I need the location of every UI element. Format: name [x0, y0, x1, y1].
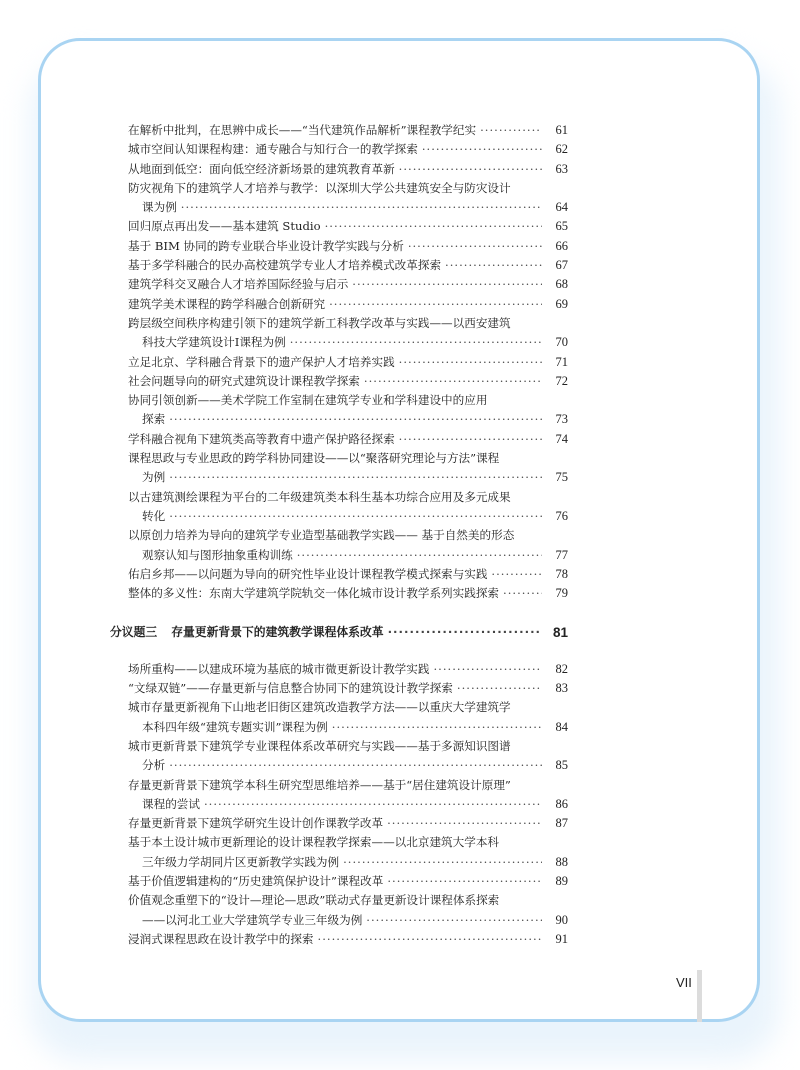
- toc-entry[interactable]: [128, 814, 568, 833]
- dot-leader: [169, 468, 542, 487]
- entry-title-text: 以原创力培养为导向的建筑学专业造型基础教学实践—— 基于自然美的形态: [128, 528, 515, 543]
- dot-leader: [332, 718, 542, 737]
- dot-leader: [169, 410, 542, 429]
- entry-title-line: [128, 584, 568, 603]
- entry-page-number: 91: [555, 931, 568, 946]
- toc-entry[interactable]: [128, 565, 568, 584]
- entry-continuation-line: [128, 333, 568, 352]
- entry-title-text: 三年级力学胡同片区更新教学实践为例: [142, 854, 340, 869]
- entry-page-number: 86: [555, 796, 568, 811]
- entry-page-number: 67: [555, 258, 568, 273]
- entry-title-line: [128, 698, 568, 717]
- entry-title-text: 课程思政与专业思政的跨学科协同建设——以“聚落研究理论与方法”课程: [128, 451, 500, 466]
- entry-title-text: 分析: [142, 758, 166, 773]
- toc-entry[interactable]: [128, 698, 568, 737]
- entry-title-text: 回归原点再出发——基本建筑 Studio: [128, 219, 321, 234]
- table-of-contents: [110, 121, 568, 949]
- entry-title-line: [128, 256, 568, 275]
- toc-entry[interactable]: [128, 121, 568, 140]
- dot-leader: [204, 795, 542, 814]
- entry-title-text: 存量更新背景下建筑学本科生研究型思维培养——基于“居住建筑设计原理”: [128, 777, 511, 792]
- toc-entry[interactable]: [128, 295, 568, 314]
- entry-continuation-line: [128, 410, 568, 429]
- toc-entry[interactable]: [128, 256, 568, 275]
- toc-entry[interactable]: [128, 833, 568, 872]
- entry-title-line: [128, 275, 568, 294]
- dot-leader: [329, 295, 542, 314]
- entry-page-number: 75: [555, 470, 568, 485]
- dot-leader: [343, 853, 542, 872]
- entry-page-number: 85: [555, 758, 568, 773]
- toc-entry[interactable]: [128, 776, 568, 815]
- entry-page-number: 84: [555, 719, 568, 734]
- toc-entry[interactable]: [128, 140, 568, 159]
- toc-entry[interactable]: [128, 430, 568, 449]
- entry-page-number: 73: [555, 412, 568, 427]
- dot-leader: [399, 430, 542, 449]
- dot-leader: [169, 756, 542, 775]
- page-folio: VII: [676, 975, 692, 990]
- entry-title-text: 转化: [142, 508, 166, 523]
- entry-title-line: [128, 488, 568, 507]
- dot-leader: [169, 507, 542, 526]
- entry-title-line: [128, 891, 568, 910]
- entry-title-text: 立足北京、学科融合背景下的遗产保护人才培养实践: [128, 354, 395, 369]
- dot-leader: [480, 121, 542, 140]
- entry-page-number: 61: [555, 123, 568, 137]
- entry-title-text: 本科四年级“建筑专题实训”课程为例: [142, 719, 328, 734]
- toc-entry[interactable]: [128, 891, 568, 930]
- entry-continuation-line: [128, 756, 568, 775]
- entry-page-number: 83: [555, 681, 568, 696]
- entry-page-number: 71: [555, 354, 568, 369]
- toc-entry[interactable]: [128, 372, 568, 391]
- section-label: 分议题三: [110, 625, 158, 640]
- dot-leader: [297, 546, 542, 565]
- entry-title-line: [128, 179, 568, 198]
- entry-title-text: 社会问题导向的研究式建筑设计课程教学探索: [128, 373, 360, 388]
- entry-page-number: 70: [555, 335, 568, 350]
- entry-page-number: 77: [555, 547, 568, 562]
- entry-page-number: 76: [555, 508, 568, 523]
- section-heading[interactable]: [110, 623, 568, 642]
- entry-title-line: [128, 217, 568, 236]
- dot-leader: [399, 353, 542, 372]
- entry-title-text: 学科融合视角下建筑类高等教育中遗产保护路径探索: [128, 431, 395, 446]
- entry-title-text: 基于多学科融合的民办高校建筑学专业人才培养模式改革探索: [128, 258, 442, 273]
- entry-title-line: [128, 430, 568, 449]
- entry-title-line: [128, 449, 568, 468]
- dot-leader: [422, 140, 542, 159]
- entry-continuation-line: [128, 468, 568, 487]
- dot-leader: [399, 160, 542, 179]
- entry-page-number: 68: [555, 277, 568, 292]
- entry-title-text: 在解析中批判，在思辨中成长——“当代建筑作品解析”课程教学纪实: [128, 123, 477, 137]
- toc-entry[interactable]: [128, 449, 568, 488]
- entry-continuation-line: [128, 546, 568, 565]
- entry-page-number: 72: [555, 373, 568, 388]
- entry-title-text: 基于价值逻辑建构的“历史建筑保护设计”课程改革: [128, 873, 384, 888]
- entry-continuation-line: [128, 198, 568, 217]
- entry-title-line: [128, 372, 568, 391]
- toc-entry[interactable]: [128, 526, 568, 565]
- entry-title-line: [128, 660, 568, 679]
- entry-title-line: [128, 833, 568, 852]
- dot-leader: [181, 198, 542, 217]
- dot-leader: [433, 660, 542, 679]
- entry-title-text: 协同引领创新——美术学院工作室制在建筑学专业和学科建设中的应用: [128, 393, 488, 408]
- dot-leader: [366, 911, 542, 930]
- toc-entry[interactable]: [128, 275, 568, 294]
- dot-leader: [290, 333, 542, 352]
- entry-title-text: 整体的多义性：东南大学建筑学院轨交一体化城市设计教学系列实践探索: [128, 586, 500, 601]
- toc-entry[interactable]: [128, 391, 568, 430]
- entry-page-number: 69: [555, 296, 568, 311]
- entry-page-number: 79: [555, 586, 568, 601]
- toc-entry[interactable]: [128, 872, 568, 891]
- entry-page-number: 78: [555, 566, 568, 581]
- dot-leader: [388, 623, 542, 642]
- entry-title-line: [128, 353, 568, 372]
- toc-entry[interactable]: [128, 679, 568, 698]
- entry-title-text: 防灾视角下的建筑学人才培养与教学：以深圳大学公共建筑安全与防灾设计: [128, 180, 511, 195]
- entry-title-text: 跨层级空间秩序构建引领下的建筑学新工科教学改革与实践——以西安建筑: [128, 315, 511, 330]
- entry-title-text: 为例: [142, 470, 166, 485]
- entry-title-text: 存量更新背景下建筑学研究生设计创作课教学改革: [128, 816, 384, 831]
- entry-title-text: “文绿双链”——存量更新与信息整合协同下的建筑设计教学探索: [128, 681, 453, 696]
- entry-title-text: 从地面到低空：面向低空经济新场景的建筑教育革新: [128, 161, 395, 176]
- entry-title-text: 建筑学科交叉融合人才培养国际经验与启示: [128, 277, 349, 292]
- entry-page-number: 64: [555, 200, 568, 215]
- entry-title-line: [128, 140, 568, 159]
- entry-title-line: [128, 737, 568, 756]
- entry-title-text: 城市空间认知课程构建：通专融合与知行合一的教学探索: [128, 142, 418, 157]
- entry-page-number: 87: [555, 816, 568, 831]
- toc-entry[interactable]: [128, 737, 568, 776]
- dot-leader: [503, 584, 542, 603]
- entry-title-text: 以古建筑测绘课程为平台的二年级建筑类本科生基本功综合应用及多元成果: [128, 489, 511, 504]
- entry-title-text: 观察认知与图形抽象重构训练: [142, 547, 293, 562]
- dot-leader: [364, 372, 542, 391]
- entry-continuation-line: [128, 718, 568, 737]
- entry-title-text: 佑启乡邦——以问题为导向的研究性毕业设计课程教学模式探索与实践: [128, 566, 488, 581]
- entry-continuation-line: [128, 911, 568, 930]
- entry-title-text: ——以河北工业大学建筑学专业三年级为例: [142, 912, 363, 927]
- entry-continuation-line: [128, 853, 568, 872]
- entry-title-text: 探索: [142, 412, 166, 427]
- dot-leader: [445, 256, 542, 275]
- toc-entry[interactable]: [128, 353, 568, 372]
- entry-title-line: [128, 872, 568, 891]
- entry-page-number: 65: [555, 219, 568, 234]
- dot-leader: [457, 679, 542, 698]
- dot-leader: [325, 217, 542, 236]
- entry-page-number: 88: [555, 854, 568, 869]
- dot-leader: [408, 237, 542, 256]
- entry-continuation-line: [128, 507, 568, 526]
- entry-title-text: 城市更新背景下建筑学专业课程体系改革研究与实践——基于多源知识图谱: [128, 738, 511, 753]
- dot-leader: [387, 872, 542, 891]
- entry-title-text: 建筑学美术课程的跨学科融合创新研究: [128, 296, 326, 311]
- entry-title-line: [128, 679, 568, 698]
- entry-title-line: [128, 121, 568, 140]
- toc-entry[interactable]: [128, 237, 568, 256]
- toc-group-b: [128, 660, 568, 949]
- entry-title-text: 价值观念重塑下的“设计—理论—思政”联动式存量更新设计课程体系探索: [128, 893, 500, 908]
- entry-title-line: [128, 565, 568, 584]
- entry-title-line: [128, 295, 568, 314]
- entry-page-number: 66: [555, 238, 568, 253]
- toc-group-a: [128, 121, 568, 603]
- toc-entry[interactable]: [128, 660, 568, 679]
- entry-title-line: [128, 814, 568, 833]
- entry-title-line: [128, 160, 568, 179]
- section-title: 存量更新背景下的建筑教学课程体系改革: [171, 625, 384, 640]
- entry-page-number: 62: [555, 142, 568, 157]
- entry-title-text: 基于 BIM 协同的跨专业联合毕业设计教学实践与分析: [128, 238, 404, 253]
- entry-title-text: 浸润式课程思政在设计教学中的探索: [128, 931, 314, 946]
- entry-page-number: 82: [555, 661, 568, 676]
- entry-title-text: 课程的尝试: [142, 796, 200, 811]
- entry-title-text: 基于本土设计城市更新理论的设计课程教学探索——以北京建筑大学本科: [128, 835, 500, 850]
- toc-entry[interactable]: [128, 930, 568, 949]
- entry-page-number: 63: [555, 161, 568, 176]
- entry-title-line: [128, 930, 568, 949]
- entry-title-line: [128, 391, 568, 410]
- dot-leader: [491, 565, 542, 584]
- entry-title-line: [128, 237, 568, 256]
- section-page: 81: [552, 625, 568, 641]
- toc-entry[interactable]: [128, 179, 568, 218]
- entry-title-text: 课为例: [142, 200, 177, 215]
- entry-page-number: 74: [555, 431, 568, 446]
- toc-entry[interactable]: [128, 160, 568, 179]
- entry-title-line: [128, 314, 568, 333]
- entry-page-number: 90: [555, 912, 568, 927]
- toc-entry[interactable]: [128, 314, 568, 353]
- entry-title-text: 城市存量更新视角下山地老旧街区建筑改造教学方法——以重庆大学建筑学: [128, 700, 511, 715]
- entry-title-text: 场所重构——以建成环境为基底的城市微更新设计教学实践: [128, 661, 430, 676]
- entry-title-line: [128, 776, 568, 795]
- dot-leader: [352, 275, 542, 294]
- entry-title-text: 科技大学建筑设计Ⅰ课程为例: [142, 335, 286, 350]
- dot-leader: [387, 814, 542, 833]
- entry-page-number: 89: [555, 873, 568, 888]
- toc-entry[interactable]: [128, 217, 568, 236]
- toc-entry[interactable]: [128, 488, 568, 527]
- entry-title-line: [128, 526, 568, 545]
- page-edge-tab: [697, 970, 702, 1022]
- entry-continuation-line: [128, 795, 568, 814]
- toc-entry[interactable]: [128, 584, 568, 603]
- dot-leader: [318, 930, 542, 949]
